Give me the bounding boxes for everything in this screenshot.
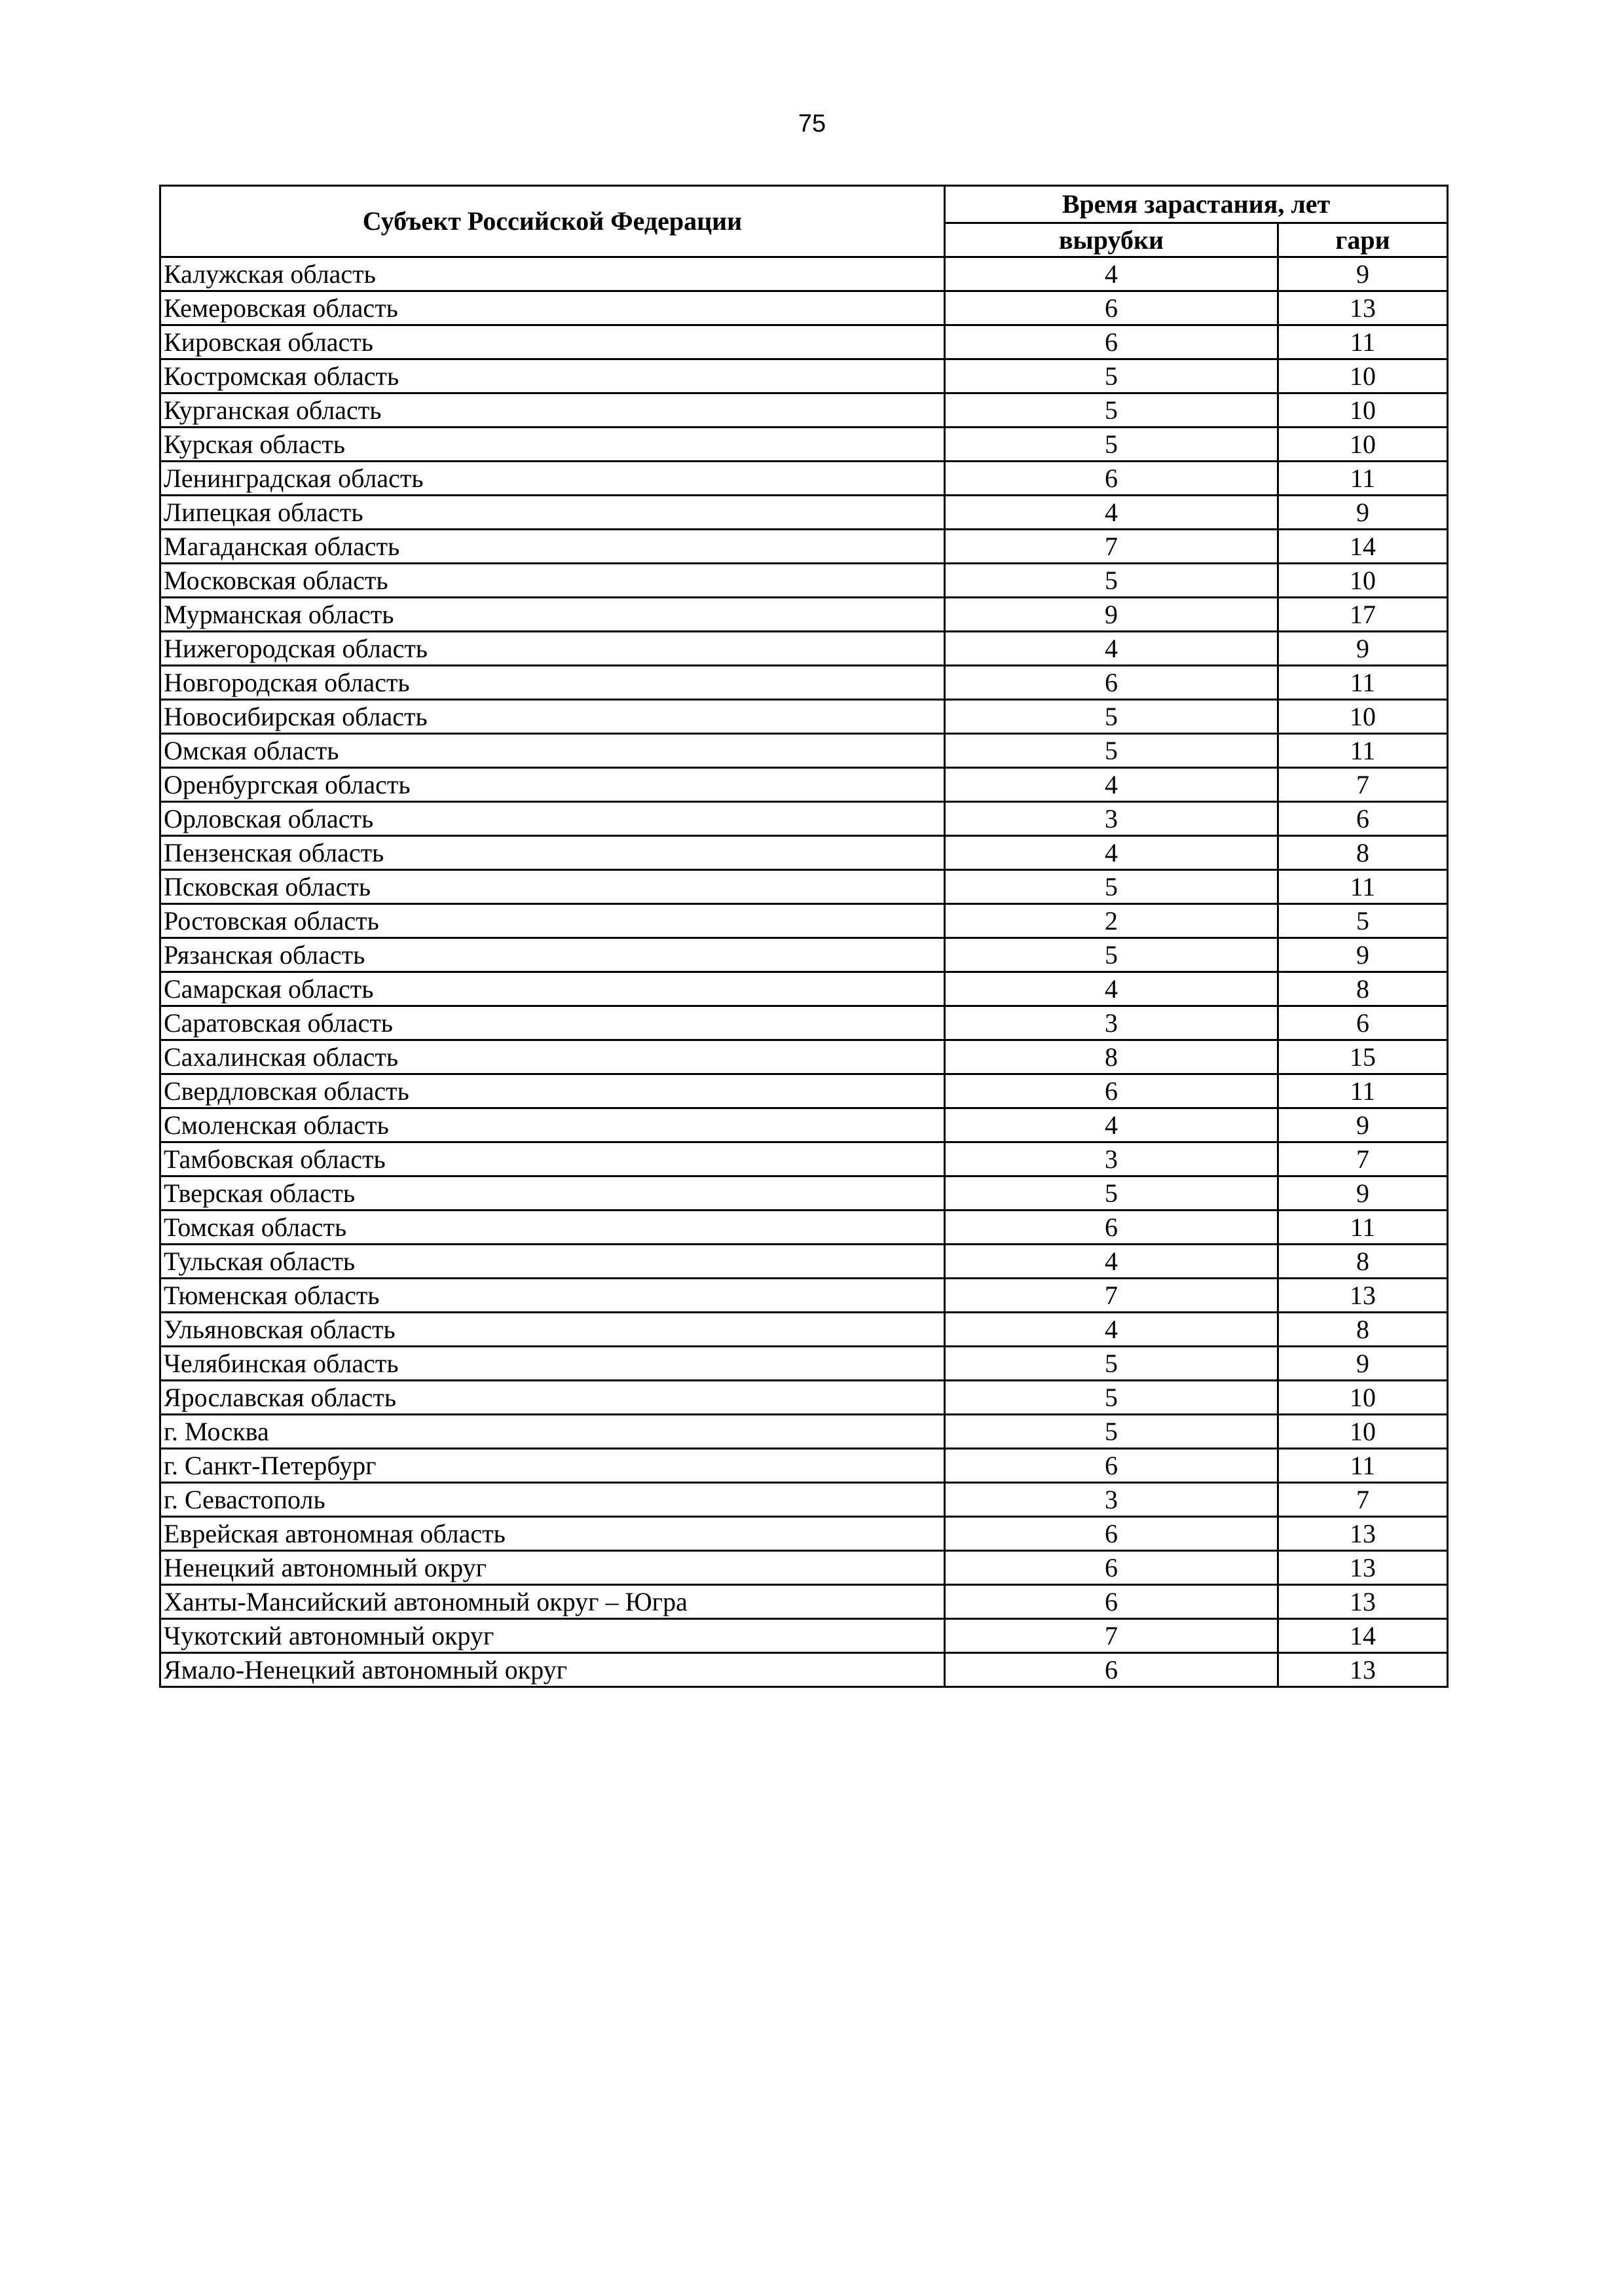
- burn-years: 6: [1278, 1006, 1448, 1040]
- burn-years: 11: [1278, 734, 1448, 768]
- table-row: [160, 802, 1448, 836]
- regrowth-table: [159, 185, 1449, 1688]
- region-name: Тамбовская область: [160, 1142, 945, 1176]
- table-row: [160, 1483, 1448, 1517]
- region-name: Самарская область: [160, 972, 945, 1006]
- burn-years: 8: [1278, 1245, 1448, 1279]
- region-name: Нижегородская область: [160, 632, 945, 666]
- felling-years: 5: [945, 1176, 1278, 1211]
- felling-years: 4: [945, 1313, 1278, 1347]
- header-row: [160, 186, 1448, 223]
- table-row: [160, 1381, 1448, 1415]
- region-name: Тульская область: [160, 1245, 945, 1279]
- table-row: [160, 598, 1448, 632]
- burn-years: 8: [1278, 972, 1448, 1006]
- burn-years: 13: [1278, 1279, 1448, 1313]
- burn-years: 11: [1278, 1449, 1448, 1483]
- table-row: [160, 1006, 1448, 1040]
- table-row: [160, 1449, 1448, 1483]
- felling-years: 5: [945, 428, 1278, 462]
- table-row: [160, 836, 1448, 870]
- burn-years: 9: [1278, 496, 1448, 530]
- table-row: [160, 359, 1448, 393]
- felling-years: 3: [945, 802, 1278, 836]
- region-name: Саратовская область: [160, 1006, 945, 1040]
- felling-years: 4: [945, 768, 1278, 802]
- felling-years: 4: [945, 1245, 1278, 1279]
- felling-years: 5: [945, 870, 1278, 904]
- burn-years: 9: [1278, 1108, 1448, 1142]
- region-name: Ненецкий автономный округ: [160, 1551, 945, 1585]
- region-name: Курганская область: [160, 393, 945, 428]
- region-name: Ростовская область: [160, 904, 945, 938]
- region-name: Ямало-Ненецкий автономный округ: [160, 1653, 945, 1687]
- felling-years: 5: [945, 1347, 1278, 1381]
- table-row: [160, 1313, 1448, 1347]
- felling-years: 5: [945, 700, 1278, 734]
- felling-years: 6: [945, 1074, 1278, 1108]
- felling-years: 4: [945, 496, 1278, 530]
- table-row: [160, 1108, 1448, 1142]
- burn-years: 9: [1278, 1176, 1448, 1211]
- burn-years: 7: [1278, 1142, 1448, 1176]
- region-name: Смоленская область: [160, 1108, 945, 1142]
- burn-years: 13: [1278, 1551, 1448, 1585]
- table-row: [160, 632, 1448, 666]
- region-name: г. Санкт-Петербург: [160, 1449, 945, 1483]
- burn-years: 17: [1278, 598, 1448, 632]
- burn-years: 14: [1278, 1619, 1448, 1653]
- burn-years: 11: [1278, 325, 1448, 359]
- region-name: Чукотский автономный округ: [160, 1619, 945, 1653]
- region-name: Ульяновская область: [160, 1313, 945, 1347]
- felling-years: 3: [945, 1483, 1278, 1517]
- region-name: Еврейская автономная область: [160, 1517, 945, 1551]
- burn-years: 8: [1278, 1313, 1448, 1347]
- burn-years: 14: [1278, 530, 1448, 564]
- burn-years: 11: [1278, 462, 1448, 496]
- burn-years: 10: [1278, 428, 1448, 462]
- table-row: [160, 904, 1448, 938]
- table-row: [160, 1347, 1448, 1381]
- burn-years: 13: [1278, 291, 1448, 325]
- felling-years: 3: [945, 1006, 1278, 1040]
- region-name: Пензенская область: [160, 836, 945, 870]
- header-burn: гари: [1278, 223, 1448, 257]
- table-row: [160, 1415, 1448, 1449]
- table-row: [160, 428, 1448, 462]
- region-name: Новосибирская область: [160, 700, 945, 734]
- felling-years: 2: [945, 904, 1278, 938]
- burn-years: 13: [1278, 1653, 1448, 1687]
- table-row: [160, 1585, 1448, 1619]
- region-name: Сахалинская область: [160, 1040, 945, 1074]
- felling-years: 4: [945, 632, 1278, 666]
- table-row: [160, 1074, 1448, 1108]
- felling-years: 6: [945, 1517, 1278, 1551]
- burn-years: 7: [1278, 768, 1448, 802]
- table-row: [160, 1517, 1448, 1551]
- region-name: Московская область: [160, 564, 945, 598]
- table-row: [160, 1279, 1448, 1313]
- region-name: Липецкая область: [160, 496, 945, 530]
- felling-years: 6: [945, 1551, 1278, 1585]
- felling-years: 6: [945, 462, 1278, 496]
- region-name: г. Севастополь: [160, 1483, 945, 1517]
- burn-years: 6: [1278, 802, 1448, 836]
- region-name: Кировская область: [160, 325, 945, 359]
- felling-years: 5: [945, 564, 1278, 598]
- table-row: [160, 870, 1448, 904]
- table-row: [160, 1211, 1448, 1245]
- felling-years: 7: [945, 530, 1278, 564]
- table-row: [160, 1653, 1448, 1687]
- table-row: [160, 291, 1448, 325]
- felling-years: 8: [945, 1040, 1278, 1074]
- felling-years: 6: [945, 325, 1278, 359]
- felling-years: 4: [945, 836, 1278, 870]
- region-name: Тюменская область: [160, 1279, 945, 1313]
- region-name: Ленинградская область: [160, 462, 945, 496]
- burn-years: 9: [1278, 1347, 1448, 1381]
- burn-years: 11: [1278, 1211, 1448, 1245]
- burn-years: 13: [1278, 1585, 1448, 1619]
- table-row: [160, 768, 1448, 802]
- felling-years: 6: [945, 1653, 1278, 1687]
- header-subject: Субъект Российской Федерации: [160, 186, 945, 257]
- burn-years: 11: [1278, 870, 1448, 904]
- burn-years: 15: [1278, 1040, 1448, 1074]
- burn-years: 7: [1278, 1483, 1448, 1517]
- region-name: г. Москва: [160, 1415, 945, 1449]
- burn-years: 9: [1278, 632, 1448, 666]
- header-felling: вырубки: [945, 223, 1278, 257]
- table-row: [160, 1245, 1448, 1279]
- table-body: [160, 257, 1448, 1687]
- felling-years: 6: [945, 1585, 1278, 1619]
- felling-years: 7: [945, 1279, 1278, 1313]
- table-row: [160, 1176, 1448, 1211]
- burn-years: 10: [1278, 1415, 1448, 1449]
- burn-years: 11: [1278, 666, 1448, 700]
- table-row: [160, 530, 1448, 564]
- burn-years: 8: [1278, 836, 1448, 870]
- page-number: 75: [798, 110, 826, 137]
- region-name: Рязанская область: [160, 938, 945, 972]
- region-name: Оренбургская область: [160, 768, 945, 802]
- table-row: [160, 564, 1448, 598]
- table-row: [160, 393, 1448, 428]
- region-name: Курская область: [160, 428, 945, 462]
- table-row: [160, 1142, 1448, 1176]
- burn-years: 5: [1278, 904, 1448, 938]
- table-row: [160, 666, 1448, 700]
- felling-years: 6: [945, 291, 1278, 325]
- felling-years: 5: [945, 1415, 1278, 1449]
- table-row: [160, 462, 1448, 496]
- felling-years: 5: [945, 393, 1278, 428]
- burn-years: 9: [1278, 257, 1448, 291]
- burn-years: 11: [1278, 1074, 1448, 1108]
- felling-years: 5: [945, 1381, 1278, 1415]
- region-name: Томская область: [160, 1211, 945, 1245]
- felling-years: 4: [945, 972, 1278, 1006]
- region-name: Ханты-Мансийский автономный округ – Югра: [160, 1585, 945, 1619]
- felling-years: 4: [945, 1108, 1278, 1142]
- region-name: Новгородская область: [160, 666, 945, 700]
- region-name: Калужская область: [160, 257, 945, 291]
- burn-years: 10: [1278, 564, 1448, 598]
- table-row: [160, 938, 1448, 972]
- table-row: [160, 496, 1448, 530]
- table-row: [160, 325, 1448, 359]
- felling-years: 5: [945, 359, 1278, 393]
- table-row: [160, 734, 1448, 768]
- header-regrowth-time: Время зарастания, лет: [945, 186, 1448, 223]
- region-name: Ярославская область: [160, 1381, 945, 1415]
- region-name: Челябинская область: [160, 1347, 945, 1381]
- table-row: [160, 257, 1448, 291]
- burn-years: 10: [1278, 1381, 1448, 1415]
- region-name: Тверская область: [160, 1176, 945, 1211]
- table-row: [160, 1619, 1448, 1653]
- burn-years: 10: [1278, 700, 1448, 734]
- region-name: Магаданская область: [160, 530, 945, 564]
- region-name: Мурманская область: [160, 598, 945, 632]
- region-name: Кемеровская область: [160, 291, 945, 325]
- burn-years: 13: [1278, 1517, 1448, 1551]
- felling-years: 5: [945, 938, 1278, 972]
- felling-years: 6: [945, 1211, 1278, 1245]
- region-name: Костромская область: [160, 359, 945, 393]
- felling-years: 6: [945, 666, 1278, 700]
- burn-years: 9: [1278, 938, 1448, 972]
- table-row: [160, 972, 1448, 1006]
- burn-years: 10: [1278, 393, 1448, 428]
- felling-years: 3: [945, 1142, 1278, 1176]
- region-name: Омская область: [160, 734, 945, 768]
- region-name: Псковская область: [160, 870, 945, 904]
- burn-years: 10: [1278, 359, 1448, 393]
- table-row: [160, 700, 1448, 734]
- table-row: [160, 1040, 1448, 1074]
- felling-years: 7: [945, 1619, 1278, 1653]
- felling-years: 6: [945, 1449, 1278, 1483]
- felling-years: 4: [945, 257, 1278, 291]
- table-row: [160, 1551, 1448, 1585]
- felling-years: 9: [945, 598, 1278, 632]
- region-name: Свердловская область: [160, 1074, 945, 1108]
- region-name: Орловская область: [160, 802, 945, 836]
- felling-years: 5: [945, 734, 1278, 768]
